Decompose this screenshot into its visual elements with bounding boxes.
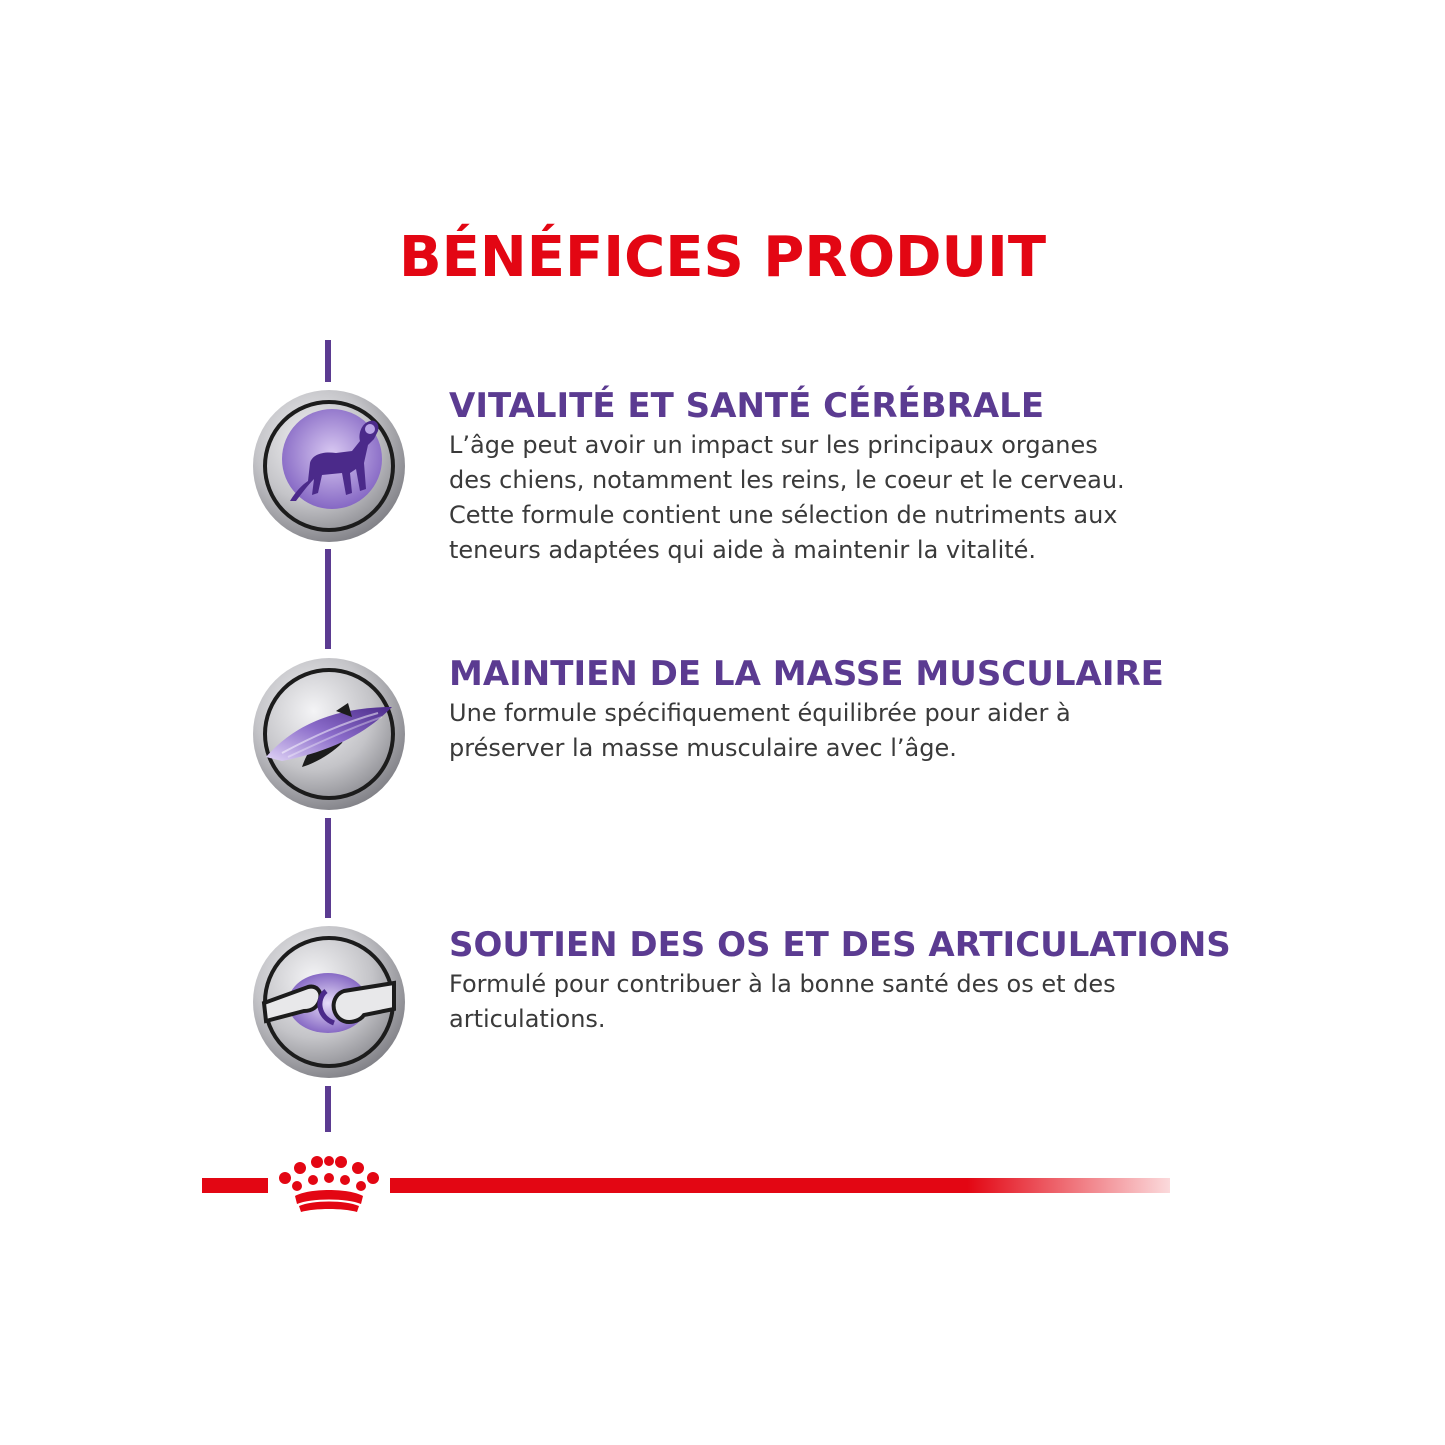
timeline-segment bbox=[325, 818, 331, 918]
brand-line bbox=[390, 1178, 1170, 1193]
dog-icon bbox=[252, 389, 406, 543]
benefit-muscle bbox=[449, 652, 1409, 766]
joint-icon bbox=[252, 925, 406, 1079]
benefit-heading: SOUTIEN DES OS ET DES ARTICULATIONS bbox=[449, 925, 1231, 965]
timeline-segment bbox=[325, 340, 331, 382]
crown-logo-icon bbox=[275, 1156, 383, 1214]
benefit-heading: MAINTIEN DE LA MASSE MUSCULAIRE bbox=[449, 654, 1164, 694]
muscle-icon bbox=[252, 657, 406, 811]
benefit-text: Une formule spécifiquement équilibrée pour aider à préserver la masse musculaire avec l’âge. bbox=[449, 699, 1071, 762]
timeline-segment bbox=[325, 1086, 331, 1132]
brand-line bbox=[202, 1178, 268, 1193]
benefit-heading: VITALITÉ ET SANTÉ CÉRÉBRALE bbox=[449, 386, 1045, 426]
timeline-segment bbox=[325, 549, 331, 649]
benefit-text: L’âge peut avoir un impact sur les principaux organes des chiens, notamment les reins, le coeur et le cerveau. Cette formule contient une sélection de nutriments aux teneurs adaptées qui aide à maintenir la vitalité. bbox=[449, 431, 1125, 564]
benefit-bones-joints bbox=[449, 923, 1409, 1037]
benefit-vitality bbox=[449, 384, 1409, 568]
page-title: BÉNÉFICES PRODUIT bbox=[398, 225, 1047, 290]
benefit-text: Formulé pour contribuer à la bonne santé des os et des articulations. bbox=[449, 970, 1116, 1033]
